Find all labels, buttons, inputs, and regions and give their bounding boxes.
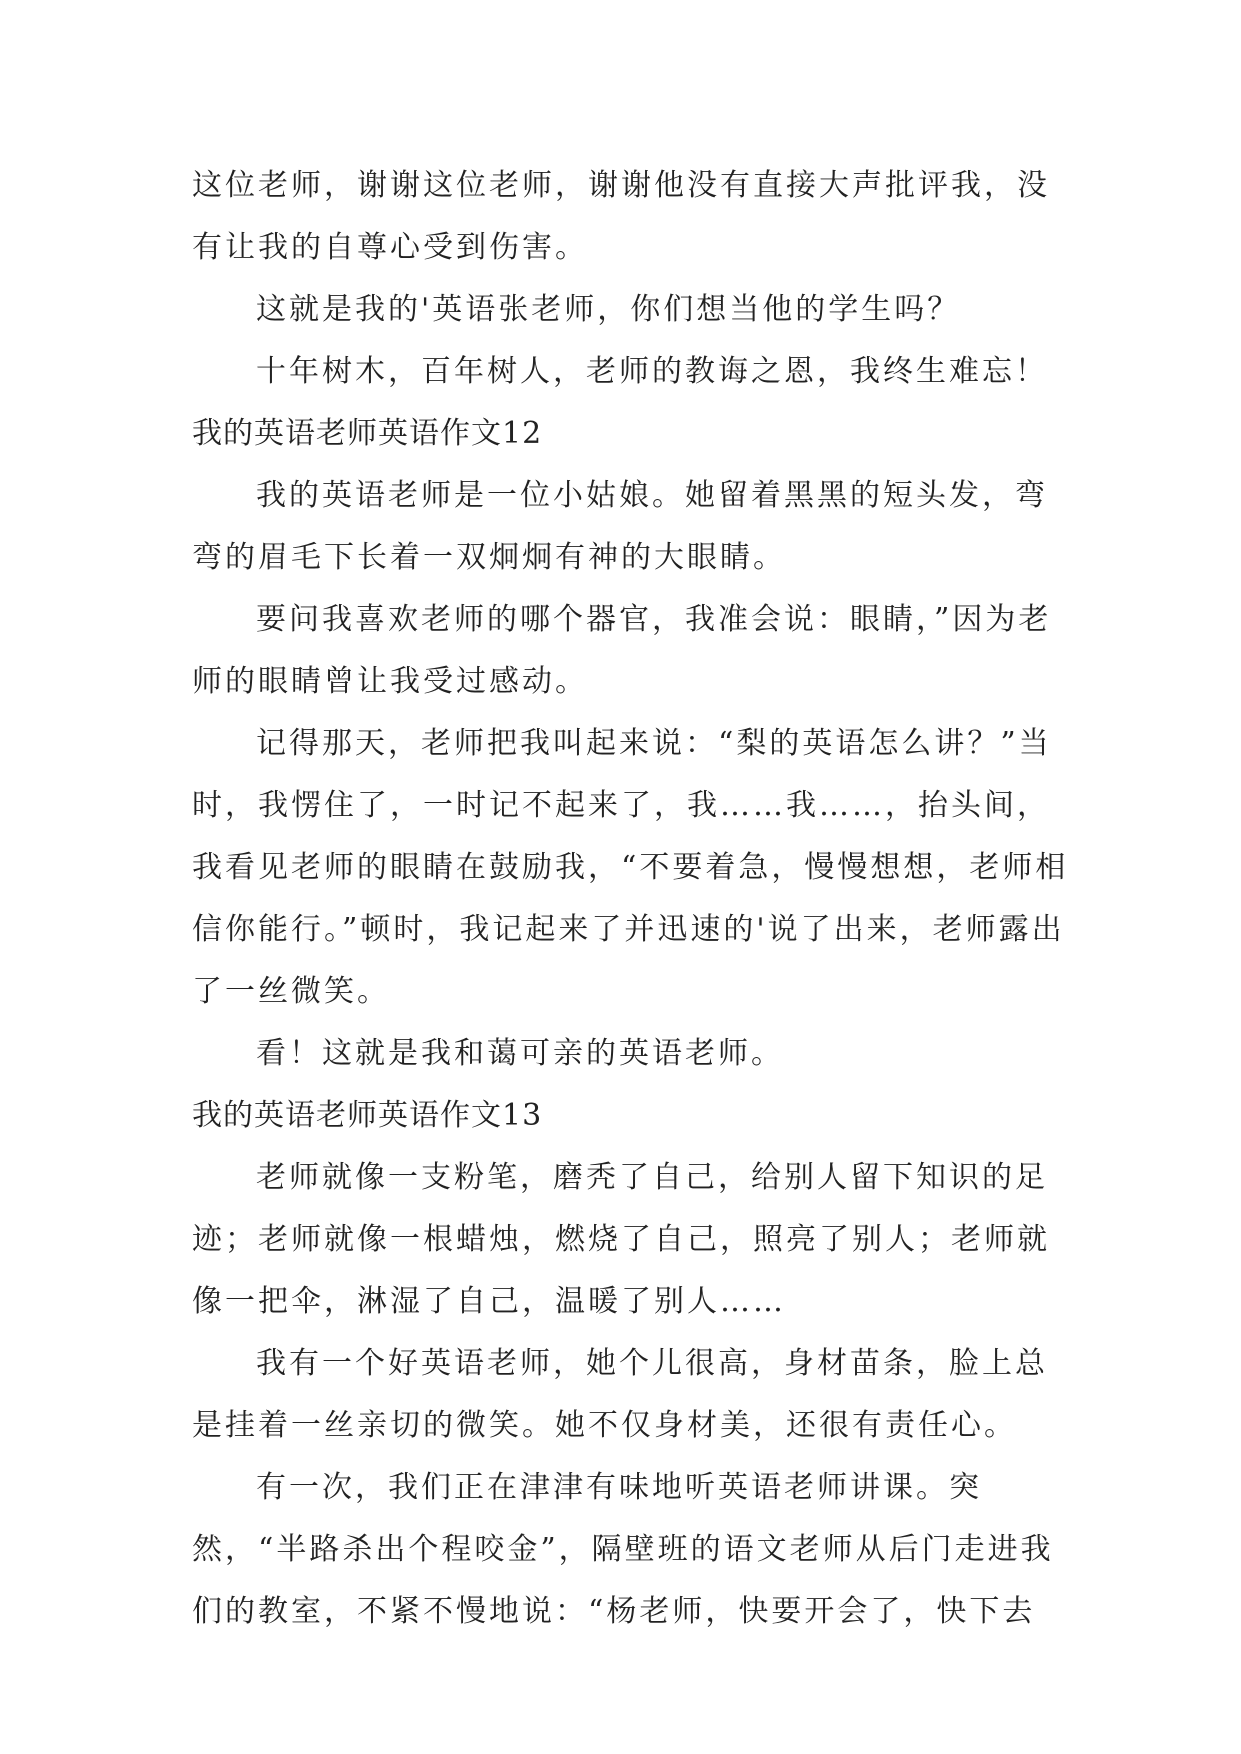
section-heading: 我的英语老师英语作文13 bbox=[192, 1098, 543, 1133]
section-heading: 我的英语老师英语作文12 bbox=[192, 416, 543, 451]
paragraph: 记得那天，老师把我叫起来说：“梨的英语怎么讲？”当时，我愣住了，一时记不起来了，我……我……，抬头间，我看见老师的眼睛在鼓励我，“不要着急，慢慢想想，老师相信你能行。”顿时，我记起来了并迅速的'说了出来，老师露出了一丝微笑。 bbox=[192, 726, 1069, 1009]
paragraph: 十年树木，百年树人，老师的教诲之恩，我终生难忘！ bbox=[256, 354, 1048, 389]
document-body bbox=[192, 155, 1072, 1643]
paragraph: 看！这就是我和蔼可亲的英语老师。 bbox=[256, 1036, 784, 1071]
paragraph: 要问我喜欢老师的哪个器官，我准会说：眼睛，”因为老师的眼睛曾让我受过感动。 bbox=[192, 602, 1052, 699]
paragraph: 我的英语老师是一位小姑娘。她留着黑黑的短头发，弯弯的眉毛下长着一双炯炯有神的大眼睛。 bbox=[192, 478, 1048, 575]
paragraph: 这位老师，谢谢这位老师，谢谢他没有直接大声批评我，没有让我的自尊心受到伤害。 bbox=[192, 168, 1050, 265]
paragraph: 老师就像一支粉笔，磨秃了自己，给别人留下知识的足迹；老师就像一根蜡烛，燃烧了自己，照亮了别人；老师就像一把伞，淋湿了自己，温暖了别人…… bbox=[192, 1160, 1050, 1319]
paragraph: 这就是我的'英语张老师，你们想当他的学生吗？ bbox=[256, 292, 961, 327]
paragraph: 有一次，我们正在津津有味地听英语老师讲课。突然，“半路杀出个程咬金”，隔壁班的语文老师从后门走进我们的教室，不紧不慢地说：“杨老师，快要开会了，快下去 bbox=[192, 1470, 1054, 1629]
paragraph: 我有一个好英语老师，她个儿很高，身材苗条，脸上总是挂着一丝亲切的微笑。她不仅身材美，还很有责任心。 bbox=[192, 1346, 1048, 1443]
